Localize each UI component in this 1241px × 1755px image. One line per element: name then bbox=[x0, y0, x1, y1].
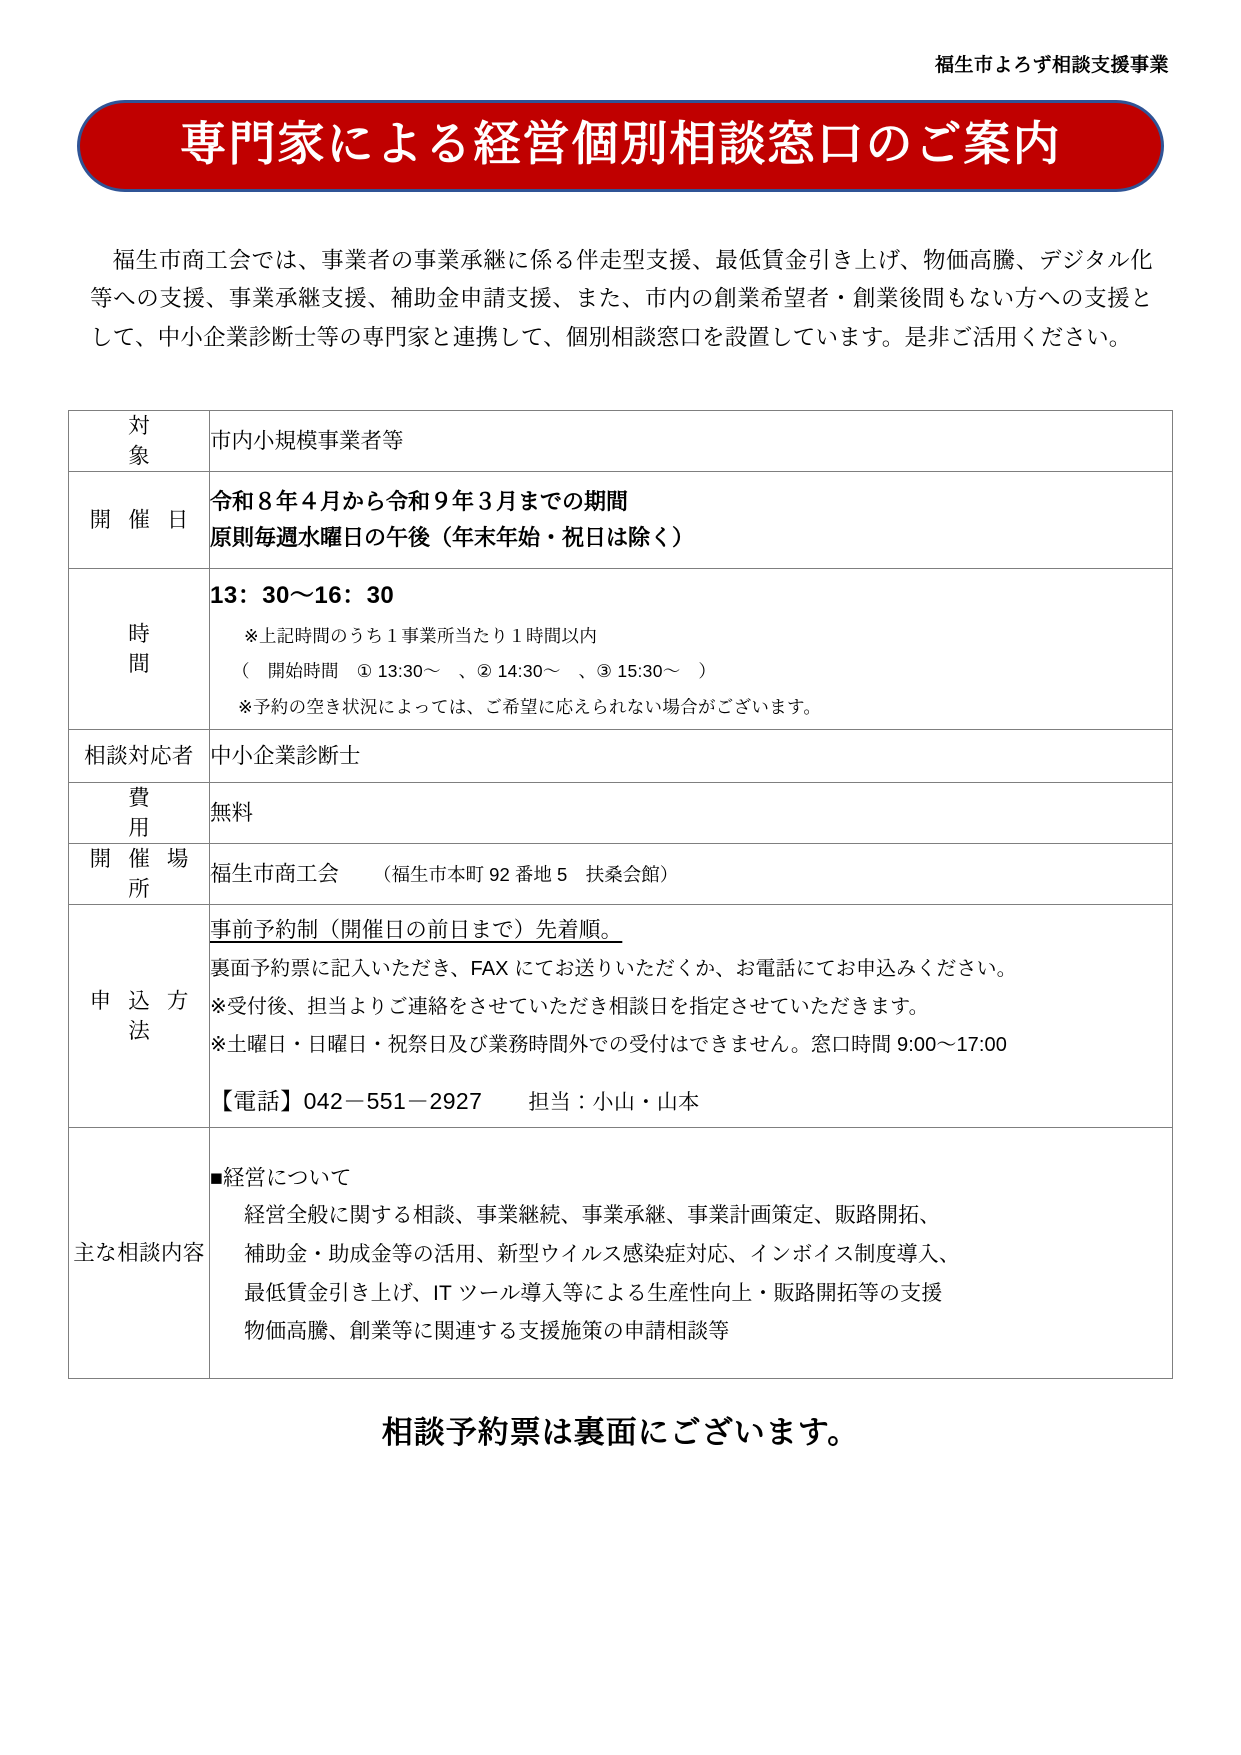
topics-line-4: 物価高騰、創業等に関連する支援施策の申請相談等 bbox=[244, 1320, 730, 1344]
place-address: （福生市本町 92 番地 5 扶桑会館） bbox=[373, 864, 679, 886]
topics-line-2: 補助金・助成金等の活用、新型ウイルス感染症対応、インボイス制度導入、 bbox=[244, 1243, 960, 1266]
title-banner-wrapper bbox=[66, 100, 1175, 192]
intro-paragraph bbox=[66, 242, 1175, 358]
time-note-3: ※予約の空き状況によっては、ご希望に応えられない場合がございます。 bbox=[238, 696, 822, 717]
label-target-text: 対 象 bbox=[128, 413, 229, 468]
label-place-text: 開 催 場 所 bbox=[89, 847, 194, 902]
label-apply-text: 申 込 方 法 bbox=[89, 989, 194, 1044]
apply-staff-names: 担当：小山・山本 bbox=[528, 1091, 700, 1115]
apply-line-3: ※土曜日・日曜日・祝祭日及び業務時間外での受付はできません。窓口時間 9:00〜17:00 bbox=[210, 1034, 1007, 1057]
info-table-wrapper bbox=[66, 410, 1175, 1380]
label-target bbox=[69, 410, 229, 471]
table-row-fee bbox=[69, 783, 1173, 844]
intro-text: 福生市商工会では、事業者の事業承継に係る伴走型支援、最低賃金引き上げ、物価高騰、デジタル化等への支援、事業承継支援、補助金申請支援、また、市内の創業希望者・創業後間もない方への支援として、中小企業診断士等の専門家と連携して、個別相談窓口を設置しています。是非ご活用ください。 bbox=[90, 247, 1153, 351]
value-fee: 無料 bbox=[210, 783, 1173, 844]
time-note-1: ※上記時間のうち１事業所当たり１時間以内 bbox=[244, 626, 598, 647]
apply-phone-number: 【電話】042－551－2927 bbox=[210, 1088, 483, 1115]
date-line1: 令和８年４月から令和９年３月までの期間 bbox=[210, 489, 629, 515]
date-line2: 原則毎週水曜日の午後（年末年始・祝日は除く） bbox=[210, 525, 695, 551]
value-place bbox=[210, 844, 1173, 905]
label-fee-text: 費 用 bbox=[128, 786, 229, 841]
label-apply bbox=[69, 905, 210, 1128]
apply-line-1: 裏面予約票に記入いただき、FAX にてお送りいただくか、お電話にてお申込みください。 bbox=[210, 958, 1017, 981]
info-table bbox=[68, 410, 1173, 1380]
place-main: 福生市商工会 bbox=[210, 862, 340, 887]
value-topics bbox=[210, 1128, 1173, 1379]
topics-line-1: 経営全般に関する相談、事業継続、事業承継、事業計画策定、販路開拓、 bbox=[244, 1204, 941, 1228]
label-topics bbox=[69, 1128, 210, 1379]
banner-title-text: 専門家による経営個別相談窓口のご案内 bbox=[179, 119, 1062, 172]
label-time bbox=[69, 569, 229, 730]
label-date-text: 開 催 日 bbox=[89, 508, 194, 532]
value-date bbox=[210, 472, 1173, 569]
table-row-person bbox=[69, 730, 1173, 783]
footer-note: 相談予約票は裏面にございます。 bbox=[381, 1415, 860, 1451]
label-person-text: 相談対応者 bbox=[84, 744, 194, 768]
label-place bbox=[69, 844, 210, 905]
label-person bbox=[69, 730, 210, 783]
table-row-place bbox=[69, 844, 1173, 905]
label-fee bbox=[69, 783, 229, 844]
table-row-topics bbox=[69, 1128, 1173, 1379]
table-row-target bbox=[69, 410, 1173, 471]
value-apply bbox=[210, 905, 1173, 1128]
topics-line-3: 最低賃金引き上げ、IT ツール導入等による生産性向上・販路開拓等の支援 bbox=[244, 1281, 943, 1305]
value-target: 市内小規模事業者等 bbox=[210, 410, 1173, 471]
header-org-line: 福生市よろず相談支援事業 bbox=[934, 55, 1169, 76]
apply-line-2: ※受付後、担当よりご連絡をさせていただき相談日を指定させていただきます。 bbox=[210, 996, 929, 1019]
title-banner bbox=[77, 100, 1164, 192]
table-row-date bbox=[69, 472, 1173, 569]
label-time-text: 時 間 bbox=[128, 621, 229, 677]
apply-phone-row bbox=[210, 1084, 1172, 1119]
label-topics-text: 主な相談内容 bbox=[73, 1241, 205, 1266]
time-note-2: （ 開始時間 ① 13:30〜 、② 14:30〜 、③ 15:30〜 ） bbox=[232, 661, 717, 682]
time-main-text: 13：30〜16：30 bbox=[210, 582, 395, 610]
value-time bbox=[210, 569, 1173, 730]
label-date bbox=[69, 472, 210, 569]
apply-head-text: 事前予約制（開催日の前日まで）先着順。 bbox=[210, 918, 623, 943]
topics-head-text: ■経営について bbox=[210, 1166, 352, 1191]
table-row-apply bbox=[69, 905, 1173, 1128]
value-person: 中小企業診断士 bbox=[210, 730, 1173, 783]
table-row-time bbox=[69, 569, 1173, 730]
